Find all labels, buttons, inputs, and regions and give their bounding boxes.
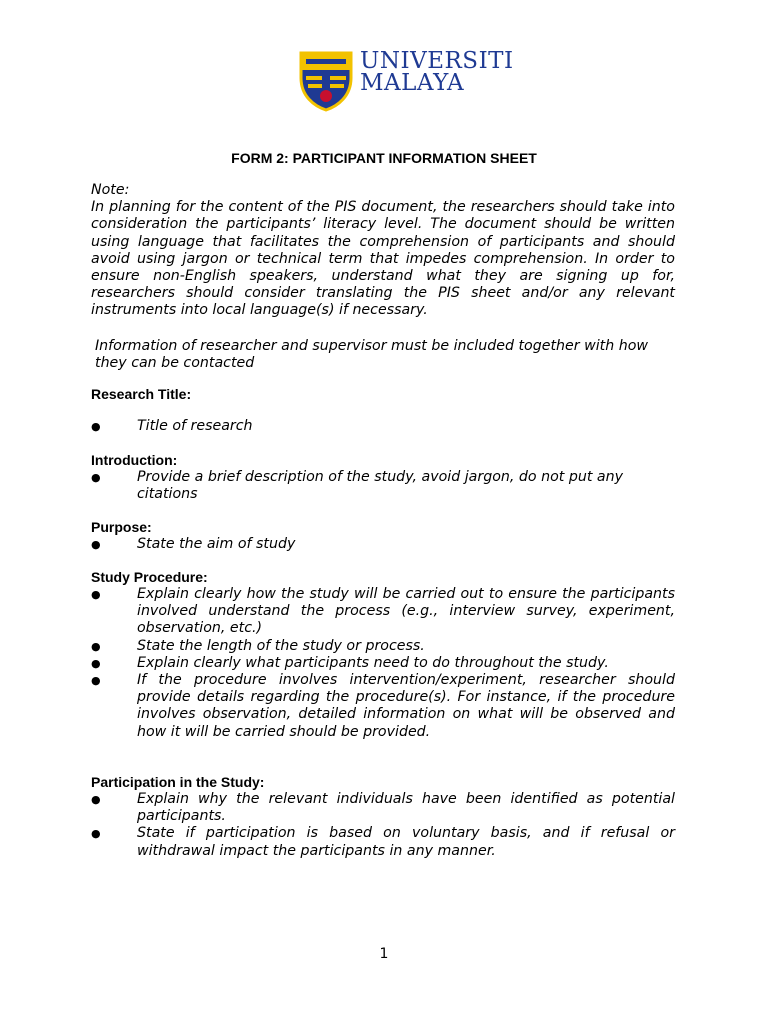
list-item-text: State the aim of study <box>137 536 296 552</box>
bullet-icon: ● <box>91 827 101 841</box>
bullet-icon: ● <box>91 471 101 484</box>
bullet-icon: ● <box>91 656 101 670</box>
university-logo <box>296 48 516 116</box>
participation-list <box>91 791 675 860</box>
list-item-text: If the procedure involves intervention/experiment, researcher should provide details regarding the procedure(s). For instance, if the procedure involves observation, detailed information on what will be observed and how it will be carried should be provided. <box>137 672 675 740</box>
list-item <box>91 418 675 435</box>
bullet-icon: ● <box>91 420 101 433</box>
note-block <box>91 182 675 320</box>
list-item <box>91 586 675 638</box>
bullet-icon: ● <box>91 538 101 551</box>
note-heading: Note: <box>91 182 130 198</box>
purpose-list <box>91 536 675 553</box>
study-procedure-list <box>91 586 675 741</box>
list-item-text: State if participation is based on voluntary basis, and if refusal or withdrawal impact the participants in any manner. <box>137 825 675 859</box>
note-body: In planning for the content of the PIS document, the researchers should take into consideration the participants’ literacy level. The document should be written using language that facilitates the comprehension of participants and should avoid using jargon or technical term that impedes comprehension. In order to ensure non-English speakers, understand what they are signing up for, researchers should consider translating the PIS sheet and/or any relevant instruments into local language(s) if necessary. <box>91 199 675 319</box>
list-item <box>91 469 675 503</box>
bullet-icon: ● <box>91 793 101 806</box>
list-item <box>91 791 675 825</box>
section-heading-introduction: Introduction: <box>91 452 178 468</box>
list-item-text: Explain clearly how the study will be carried out to ensure the participants involved understand the process (e.g., interview survey, experiment, observation, etc.) <box>137 586 675 637</box>
list-item-text: Explain clearly what participants need to do throughout the study. <box>137 654 609 671</box>
bullet-icon: ● <box>91 588 101 601</box>
bullet-icon: ● <box>91 639 101 653</box>
list-item <box>91 672 675 741</box>
list-item-text: State the length of the study or process. <box>137 637 425 654</box>
list-item-text: Provide a brief description of the study, avoid jargon, do not put any citations <box>137 469 623 503</box>
section-heading-purpose: Purpose: <box>91 519 152 535</box>
form-title: FORM 2: PARTICIPANT INFORMATION SHEET <box>231 150 537 166</box>
list-item <box>91 825 675 859</box>
section-heading-participation: Participation in the Study: <box>91 774 265 790</box>
page-number: 1 <box>379 946 389 962</box>
logo-line-1: UNIVERSITI <box>360 48 514 74</box>
section-heading-study-procedure: Study Procedure: <box>91 569 208 585</box>
research-title-list <box>91 418 675 435</box>
contact-info-note: Information of researcher and supervisor must be included together with how they can be contacted <box>95 338 648 372</box>
list-item <box>91 655 675 672</box>
list-item <box>91 536 675 553</box>
bullet-icon: ● <box>91 674 101 688</box>
logo-line-2: MALAYA <box>360 70 465 96</box>
list-item-text: Title of research <box>137 418 253 434</box>
introduction-list <box>91 469 675 503</box>
section-heading-research-title: Research Title: <box>91 386 192 402</box>
list-item <box>91 638 675 655</box>
crest-icon <box>298 50 354 112</box>
list-item-text: Explain why the relevant individuals have been identified as potential participants. <box>137 791 675 825</box>
logo-wordmark <box>360 50 514 94</box>
